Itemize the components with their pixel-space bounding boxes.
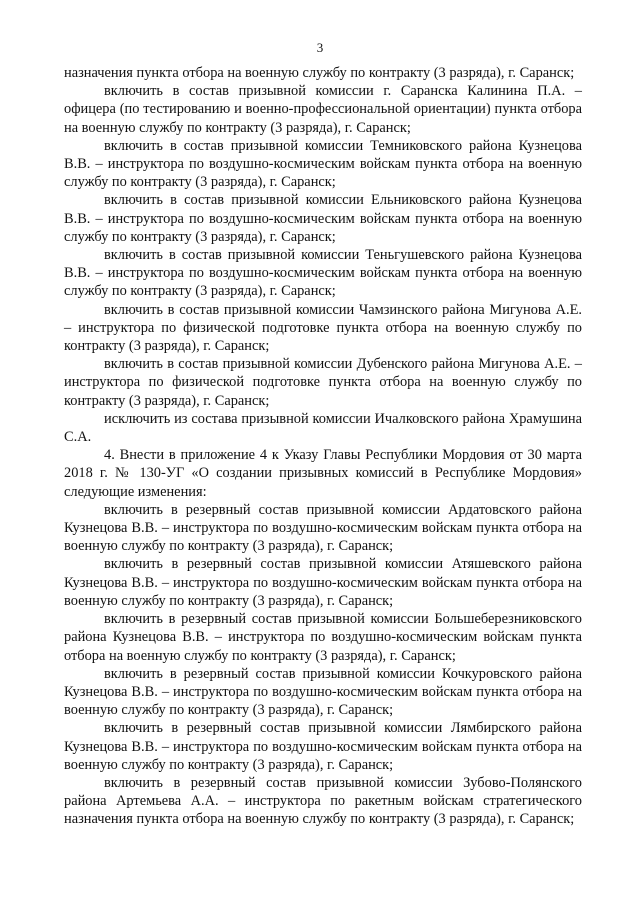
paragraph-tengushevsky: включить в состав призывной комиссии Теньгушевского района Кузнецова В.В. – инструктора по воздушно-космическим войскам пункта отбора на военную службу по контракту (3 разряда), г. Саранск; xyxy=(64,247,582,300)
paragraph-saransk-commission: включить в состав призывной комиссии г. Саранска Калинина П.А. – офицера (по тестированию и военно-профессиональной ориентации) пункта отбора на военную службу по контракту (3 разряда), г. Саранск; xyxy=(64,83,582,136)
paragraph-chamzinsky: включить в состав призывной комиссии Чамзинского района Мигунова А.Е. – инструктора по физической подготовке пункта отбора на военную службу по контракту (3 разряда), г. Саранск; xyxy=(64,301,582,355)
paragraph-atyashevsky: включить в резервный состав призывной комиссии Атяшевского района Кузнецова В.В. – инструктора по воздушно-космическим войскам пункта отбора на военную службу по контракту (3 разряда), г. Саранск; xyxy=(64,556,582,609)
paragraph-dubensky: включить в состав призывной комиссии Дубенского района Мигунова А.Е. – инструктора по физической подготовке пункта отбора на военную службу по контракту (3 разряда), г. Саранск; xyxy=(64,356,582,409)
paragraph-kochkurovsky: включить в резервный состав призывной комиссии Кочкуровского района Кузнецова В.В. – инструктора по воздушно-космическим войскам пункта отбора на военную службу по контракту (3 разряда), г. Саранск; xyxy=(64,665,582,719)
paragraph-bolshebereznikovsky: включить в резервный состав призывной комиссии Большеберезниковского района Кузнецова В.В. – инструктора по воздушно-космическим войскам пункта отбора на военную службу по контракту (3 разряда), г. Саранск; xyxy=(64,611,582,664)
paragraph-continuation: назначения пункта отбора на военную службу по контракту (3 разряда), г. Саранск; xyxy=(64,65,575,81)
paragraph-temnikovsky: включить в состав призывной комиссии Темниковского района Кузнецова В.В. – инструктора по воздушно-космическим войскам пункта отбора на военную службу по контракту (3 разряда), г. Саранск; xyxy=(64,137,582,191)
paragraph-zubovo-polyansky: включить в резервный состав призывной комиссии Зубово-Полянского района Артемьева А.А. – инструктора по ракетным войскам стратегического назначения пункта отбора на военную службу по контракту (3 разряда), г. Саранск; xyxy=(64,774,582,828)
paragraph-item-4: 4. Внести в приложение 4 к Указу Главы Республики Мордовия от 30 марта 2018 г. № 130-УГ «О создании призывных комиссий в Республике Мордовия» следующие изменения: xyxy=(64,447,582,500)
paragraph-elnikovsky: включить в состав призывной комиссии Ельниковского района Кузнецова В.В. – инструктора по воздушно-космическим войскам пункта отбора на военную службу по контракту (3 разряда), г. Саранск; xyxy=(64,192,582,245)
paragraph-ichalkovsky: исключить из состава призывной комиссии Ичалковского района Храмушина С.А. xyxy=(64,410,582,446)
document-body xyxy=(64,64,582,829)
paragraph-lyambirsky: включить в резервный состав призывной комиссии Лямбирского района Кузнецова В.В. – инструктора по воздушно-космическим войскам пункта отбора на военную службу по контракту (3 разряда), г. Саранск; xyxy=(64,720,582,773)
page-number: 3 xyxy=(316,40,324,55)
paragraph-ardatovsky: включить в резервный состав призывной комиссии Ардатовского района Кузнецова В.В. – инструктора по воздушно-космическим войскам пункта отбора на военную службу по контракту (3 разряда), г. Саранск; xyxy=(64,501,582,555)
